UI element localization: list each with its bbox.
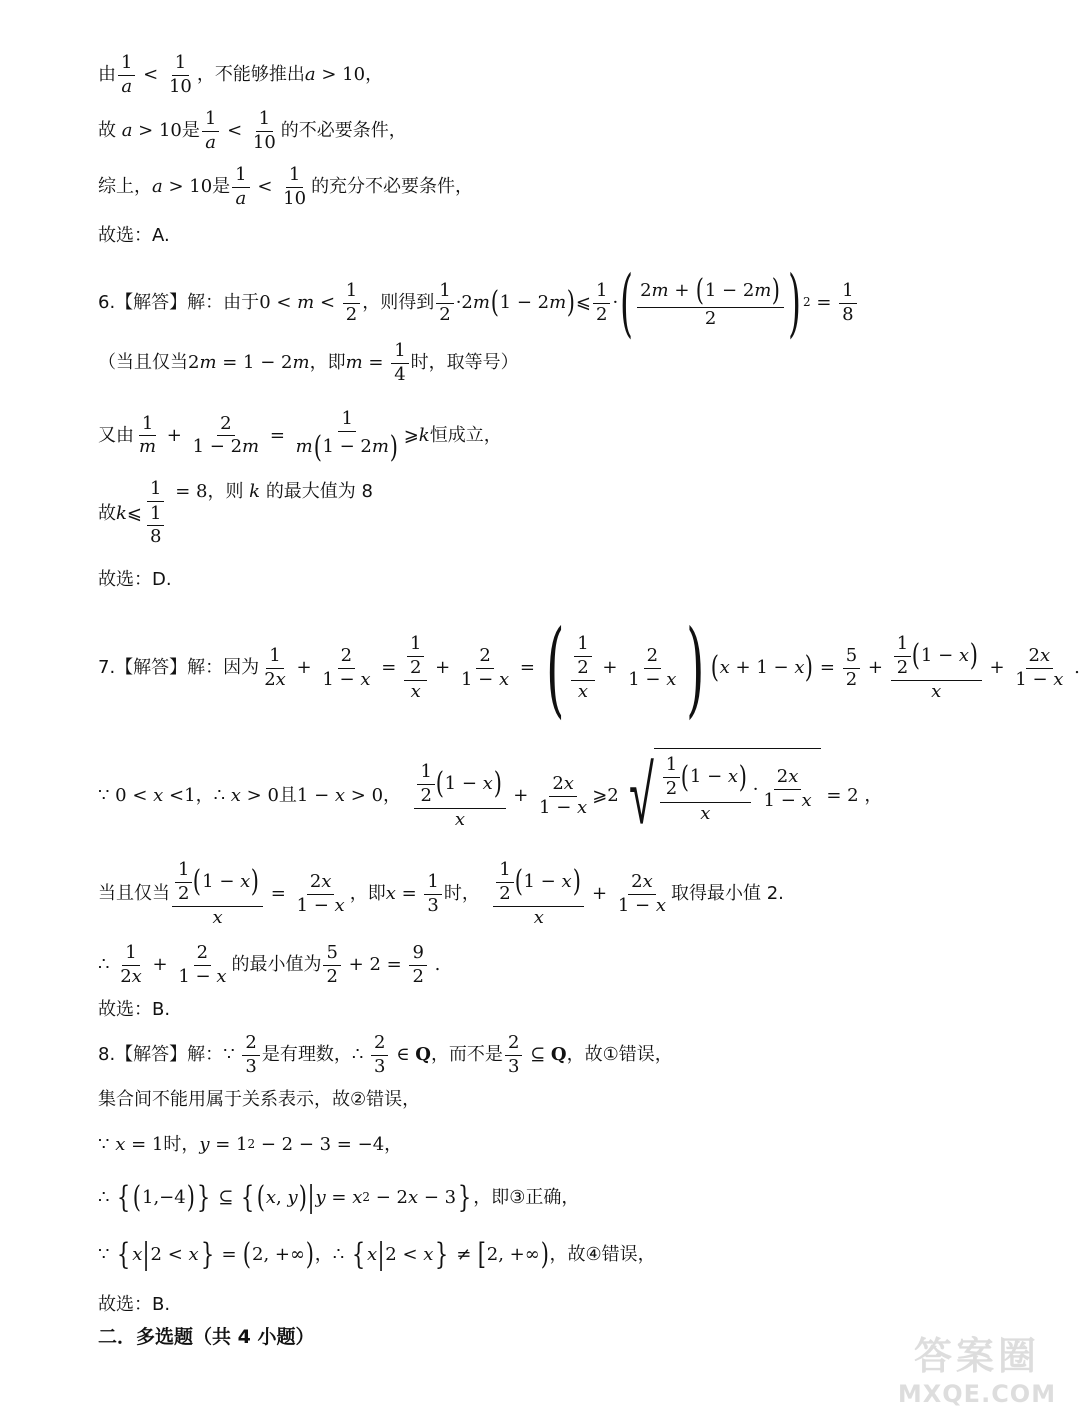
fraction: $\frac{1}{2}$ ( 1 − x ) x — [172, 858, 263, 930]
answer-8 — [98, 1295, 170, 1315]
q6-line-4: 故 k ⩽ $\frac{1}{\frac{1}{8}}$ = 8 ，则 k 的最大值为 8 — [98, 478, 373, 550]
q7-line-4: ∴ 1 2 x + 2 1 − x 的最小值为 $\frac{5}{2}$ + 2 = $\frac{9}{2}$ . — [98, 942, 441, 987]
square-root: √ $\frac{1}{2}$ ( 1 − x ) x · 2 x 1 − x — [619, 755, 821, 837]
fraction: $\frac{5}{2}$ — [843, 645, 860, 691]
text: 6.【解答】解：由于 — [98, 292, 260, 314]
text: 是有理数， — [261, 1044, 352, 1066]
fraction: $\frac{1}{8}$ — [839, 280, 856, 326]
watermark-logo — [888, 1327, 1066, 1408]
q7-line-2: ∵ 0 < x <1 ， ∴ x > 0 且 1 − x > 0 ， $\frac{1}{2}$ ( 1 − x ) x + 2 x 1 − x ⩾2 √ $\frac{1}{2}$ ( 1 − x ) x · 2 x 1 − x = 2 ， — [98, 748, 883, 843]
text: ，即 — [309, 352, 346, 374]
text: ，故①错误， — [566, 1044, 673, 1066]
text: （当且仅当 — [98, 352, 188, 374]
text: ，而不是 — [430, 1044, 503, 1066]
fraction: $\frac{1}{3}$ — [424, 871, 441, 917]
text: 故 — [98, 503, 116, 525]
fraction: $\frac{1}{2}$ — [593, 280, 610, 326]
text: 的充分不必要条件， — [311, 176, 474, 198]
fraction: $\frac{1}{2}$ ( 1 − x ) x — [414, 760, 505, 832]
fraction: $\frac{1}{\frac{1}{8}}$ — [144, 478, 167, 550]
text: 故选：B. — [98, 1294, 171, 1315]
line-1: 由 $\frac{1}{a}$ < $\frac{1}{10}$ ，不能够推出 a > 10 ， — [98, 52, 384, 97]
fraction: 2 x 1 − x — [296, 870, 345, 916]
text: 是 — [181, 120, 200, 142]
fraction: $\frac{1}{10}$ — [252, 108, 276, 153]
text: ，即 — [349, 883, 386, 905]
text: 8.【解答】解： — [98, 1044, 224, 1066]
watermark-top: 答案圈 — [913, 1333, 1040, 1378]
section-title — [98, 1327, 314, 1348]
text: 7.【解答】解：因为 — [98, 657, 260, 679]
fraction: $\frac{2}{3}$ — [505, 1032, 522, 1078]
q8-line-2 — [98, 1090, 420, 1110]
text: 时， — [443, 883, 480, 905]
q7-line-1: 7.【解答】解：因为 1 2 x + 2 1 − x = $\frac{\frac{1}{2}}{x}$ + 2 1 − x = ( $\frac{\frac{1}{2}}{x}$ + 2 1 − x ) ( x + 1 − x ) = $\frac{5}{2}$ + $\frac{1}{2}$ ( 1 − x ) x + 2 x 1 − x . — [98, 607, 1080, 729]
fraction: 2 1 − x — [322, 644, 371, 690]
fraction: 1 2 x — [264, 644, 286, 690]
q8-line-3: ∵ x = 1 时， y = 1 2 − 2 − 3 = −4 ， — [98, 1134, 403, 1155]
answer-5 — [98, 226, 170, 246]
fraction: $\frac{1}{a}$ — [232, 164, 249, 210]
q6-line-1: 6.【解答】解：由于 0 < m < $\frac{1}{2}$ ，则得到 $\frac{1}{2}$ ·2 m ( 1 − 2 m ) ⩽ $\frac{1}{2}$ · ( 2 m + ( 1 − 2 m ) 2 ) 2 = $\frac{1}{8}$ — [98, 266, 859, 340]
text: 恒成立， — [429, 424, 502, 446]
text: ，则得到 — [362, 292, 435, 314]
fraction: $\frac{1}{2}$ ( 1 − x ) x — [891, 632, 982, 704]
fraction: $\frac{1}{2}$ ( 1 − x ) x — [493, 858, 584, 930]
fraction: $\frac{9}{2}$ — [409, 942, 426, 988]
fraction: $\frac{1}{10}$ — [168, 52, 192, 97]
text: 由 — [98, 64, 116, 86]
line-3: 综上， a > 10 是 $\frac{1}{a}$ < $\frac{1}{10}$ 的充分不必要条件， — [98, 164, 474, 209]
q8-line-1: 8.【解答】解： ∵ $\frac{2}{3}$ 是有理数， ∴ $\frac{2}{3}$ ∈ Q ，而不是 $\frac{2}{3}$ ⊆ Q ，故①错误， — [98, 1032, 673, 1077]
text: ， — [365, 64, 384, 86]
fraction: $\frac{1}{a}$ — [118, 52, 135, 98]
text: ，即③正确， — [473, 1187, 580, 1209]
q6-line-3: 又由 $\frac{1}{m}$ + 2 1 − 2 m = 1 m ( 1 − 2 m ) ⩾ k 恒成立， — [98, 408, 502, 465]
text: ， — [195, 785, 214, 807]
text: 故 — [98, 120, 116, 142]
fraction: 2 x 1 − x — [617, 870, 666, 916]
watermark-bottom: MXQE.COM — [897, 1379, 1057, 1408]
fraction: $\frac{1}{m}$ — [139, 412, 157, 458]
text: ，故④错误， — [549, 1244, 656, 1266]
fraction: $\frac{2}{3}$ — [371, 1032, 388, 1078]
fraction: $\frac{1}{2}$ — [436, 280, 453, 326]
text: 时， — [163, 1134, 200, 1155]
fraction: 2 1 − x — [628, 644, 677, 690]
fraction: $\frac{1}{a}$ — [202, 108, 219, 154]
fraction: 2 1 − 2 m — [192, 412, 260, 458]
q8-line-5: ∵ { x | 2 < x } = ( 2, +∞ ) ， ∴ { x | 2 < x } ≠ [ 2, +∞ ) ，故④错误， — [98, 1237, 656, 1272]
text: 取得最小值 2. — [671, 883, 784, 905]
fraction: $\frac{1}{2}$ ( 1 − x ) x — [660, 753, 751, 825]
text: 的最大值为 8 — [265, 481, 373, 503]
fraction: $\frac{5}{2}$ — [323, 942, 340, 988]
fraction: $\frac{1}{2}$ — [343, 280, 360, 326]
fraction: $\frac{\frac{1}{2}}{x}$ — [571, 632, 594, 704]
text: 的不必要条件， — [280, 120, 407, 142]
fraction: $\frac{1}{10}$ — [283, 164, 307, 209]
answer-7 — [98, 1000, 170, 1020]
text: 又由 — [98, 424, 134, 446]
fraction: 1 2 x — [120, 942, 142, 987]
text: 故选：D. — [98, 569, 172, 590]
fraction: 2 m + ( 1 − 2 m ) 2 — [637, 275, 784, 331]
fraction: 2 x 1 − x — [763, 766, 812, 811]
text: 是 — [212, 176, 231, 198]
text: 的最小值为 — [231, 954, 322, 976]
q8-line-4: ∴ { ( 1,−4 ) } ⊆ { ( x , y ) | y = x 2 − 2 x − 3 } ，即③正确， — [98, 1180, 580, 1215]
text: 集合间不能用属于关系表示，故②错误， — [98, 1089, 421, 1110]
fraction: $\frac{\frac{1}{2}}{x}$ — [404, 632, 427, 704]
fraction: 2 x 1 − x — [1015, 644, 1064, 690]
line-2: 故 a > 10 是 $\frac{1}{a}$ < $\frac{1}{10}$ 的不必要条件， — [98, 108, 407, 153]
fraction: $\frac{2}{3}$ — [242, 1032, 259, 1078]
q7-line-3: 当且仅当 $\frac{1}{2}$ ( 1 − x ) x = 2 x 1 − x ，即 x = $\frac{1}{3}$ 时， $\frac{1}{2}$ ( 1 − x ) x + 2 x 1 − x 取得最小值 2. — [98, 859, 784, 929]
text: 综上， — [98, 176, 152, 198]
text: 故选：B. — [98, 999, 171, 1020]
text: 时，取等号） — [410, 352, 519, 374]
fraction: 2 x 1 − x — [539, 772, 588, 818]
answer-6 — [98, 570, 172, 590]
text: ，则 — [207, 481, 244, 503]
text: 二．多选题（共 4 小题） — [98, 1326, 315, 1348]
text: 且 — [278, 785, 297, 807]
fraction: 2 1 − x — [178, 942, 227, 987]
text: ，不能够推出 — [196, 64, 305, 86]
text: 故选：A. — [98, 225, 170, 246]
fraction: $\frac{1}{4}$ — [391, 340, 408, 386]
fraction: 1 m ( 1 − 2 m ) — [295, 408, 398, 465]
fraction: 2 1 − x — [460, 644, 510, 690]
text: 当且仅当 — [98, 883, 170, 905]
q6-line-2: （当且仅当 2 m = 1 − 2 m ，即 m = $\frac{1}{4}$ 时，取等号） — [98, 340, 519, 385]
